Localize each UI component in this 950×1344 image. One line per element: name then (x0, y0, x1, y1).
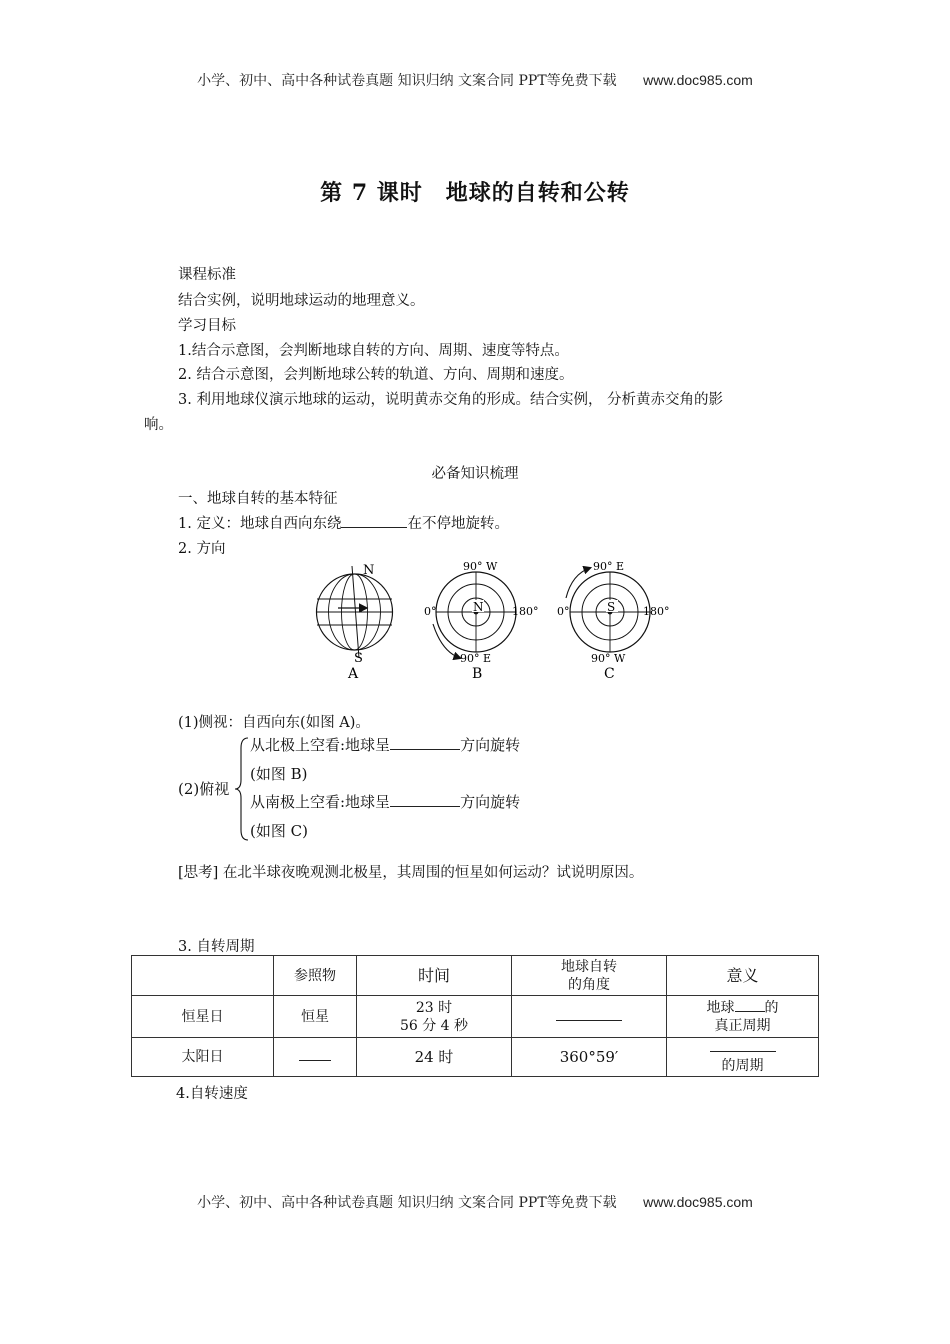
goal-item-3-cont: 响。 (144, 417, 173, 433)
diagram-b-caption: B (472, 666, 483, 682)
diagram-c-caption: C (604, 666, 615, 682)
diagram-b-center: N (473, 600, 484, 614)
goals-heading: 学习目标 (178, 318, 236, 334)
north-view-line (250, 734, 520, 755)
top-view-group (178, 734, 598, 844)
footer-text: 小学、初中、高中各种试卷真题 知识归纳 文案合同 PPT等免费下载 (197, 1195, 617, 1211)
think-question: [思考] 在北半球夜晚观测北极星，其周围的恒星如何运动？试说明原因。 (178, 865, 644, 881)
standard-heading: 课程标准 (178, 267, 236, 283)
definition-blank[interactable] (341, 513, 407, 528)
definition-line (178, 512, 509, 533)
section-title: 必备知识梳理 (431, 466, 519, 482)
footer-url[interactable]: www.doc985.com (643, 1194, 753, 1210)
north-note: (如图 B) (250, 765, 308, 783)
page-footer (0, 1192, 950, 1212)
south-suffix: 方向旋转 (460, 793, 521, 811)
brace-icon (234, 736, 250, 842)
row2-ref (274, 1038, 357, 1077)
row1-time-b: 56 分 4 秒 (399, 1017, 469, 1034)
north-blank[interactable] (390, 735, 460, 750)
row1-meaning (667, 996, 819, 1038)
side-view-line: (1)侧视：自西向东(如图 A)。 (178, 715, 370, 731)
row1-angle-blank[interactable] (556, 1008, 622, 1021)
diagram-b-left: 0° (424, 605, 437, 618)
goal-item-3: 3. 利用地球仪演示地球的运动，说明黄赤交角的形成。结合实例， 分析黄赤交角的影 (178, 392, 724, 408)
row1-time-a: 23 时 (415, 999, 453, 1016)
diagram-b-bottom: 90° E (460, 652, 492, 665)
diagram-c-left: 0° (557, 605, 570, 618)
diagram-b-top: 90° W (463, 560, 498, 573)
south-note: (如图 C) (250, 822, 308, 840)
north-suffix: 方向旋转 (460, 736, 521, 754)
north-prefix: 从北极上空看:地球呈 (250, 736, 391, 754)
row2-time: 24 时 (357, 1038, 512, 1077)
row1-angle (512, 996, 667, 1038)
table-header-angle-a: 地球自转 (561, 958, 617, 975)
diagram-c-polar-view (557, 560, 670, 682)
definition-suffix: 在不停地旋转。 (407, 516, 509, 532)
row2-name: 太阳日 (132, 1038, 274, 1077)
table-row (132, 996, 819, 1038)
diagram-a-north: N (363, 563, 375, 578)
period-heading: 3. 自转周期 (178, 939, 255, 955)
south-blank[interactable] (390, 792, 460, 807)
row2-meaning-text: 的周期 (721, 1058, 764, 1074)
diagram-c-center: S (607, 600, 616, 614)
diagram-a-caption: A (348, 666, 359, 682)
part1-heading: 一、地球自转的基本特征 (178, 491, 338, 507)
table-header-time: 时间 (357, 956, 512, 996)
table-header-angle-b: 的角度 (568, 976, 610, 993)
south-view-line (250, 791, 520, 812)
header-url[interactable]: www.doc985.com (643, 72, 753, 88)
goal-item-1: 1.结合示意图，会判断地球自转的方向、周期、速度等特点。 (178, 343, 569, 359)
diagram-c-top: 90° E (593, 560, 625, 573)
goal-item-2: 2. 结合示意图，会判断地球公转的轨道、方向、周期和速度。 (178, 367, 574, 383)
row1-ref: 恒星 (274, 996, 357, 1038)
table-header-row (132, 956, 819, 996)
row1-meaning-a: 地球 (706, 999, 735, 1016)
table-header-meaning: 意义 (667, 956, 819, 996)
row1-meaning-blank[interactable] (735, 999, 765, 1012)
diagram-a-globe (317, 563, 393, 682)
row2-meaning (667, 1038, 819, 1077)
diagram-a-south: S (354, 651, 363, 666)
table-header-ref: 参照物 (274, 956, 357, 996)
row2-meaning-blank[interactable] (710, 1041, 776, 1052)
table-header-empty (132, 956, 274, 996)
speed-heading: 4.自转速度 (176, 1086, 248, 1102)
table-header-angle (512, 956, 667, 996)
row2-angle: 360°59′ (512, 1038, 667, 1077)
diagram-c-bottom: 90° W (591, 652, 626, 665)
row2-ref-blank[interactable] (299, 1048, 331, 1061)
row1-meaning-c: 真正周期 (714, 1017, 771, 1034)
header-text: 小学、初中、高中各种试卷真题 知识归纳 文案合同 PPT等免费下载 (197, 73, 617, 89)
row1-time (357, 996, 512, 1038)
diagram-c-right: 180° (643, 605, 670, 618)
rotation-period-table (131, 955, 819, 1077)
table-row (132, 1038, 819, 1077)
direction-heading: 2. 方向 (178, 541, 226, 557)
rotation-diagrams (300, 558, 680, 686)
south-prefix: 从南极上空看:地球呈 (250, 793, 391, 811)
top-view-label: (2)俯视 (178, 780, 230, 798)
diagram-b-right: 180° (512, 605, 539, 618)
page-title: 第 7 课时 地球的自转和公转 (320, 180, 630, 206)
row1-meaning-b: 的 (764, 999, 779, 1016)
definition-prefix: 1. 定义：地球自西向东绕 (178, 516, 342, 532)
standard-text: 结合实例，说明地球运动的地理意义。 (178, 293, 425, 309)
diagram-b-polar-view (424, 560, 539, 682)
row1-name: 恒星日 (132, 996, 274, 1038)
page-header (0, 70, 950, 90)
